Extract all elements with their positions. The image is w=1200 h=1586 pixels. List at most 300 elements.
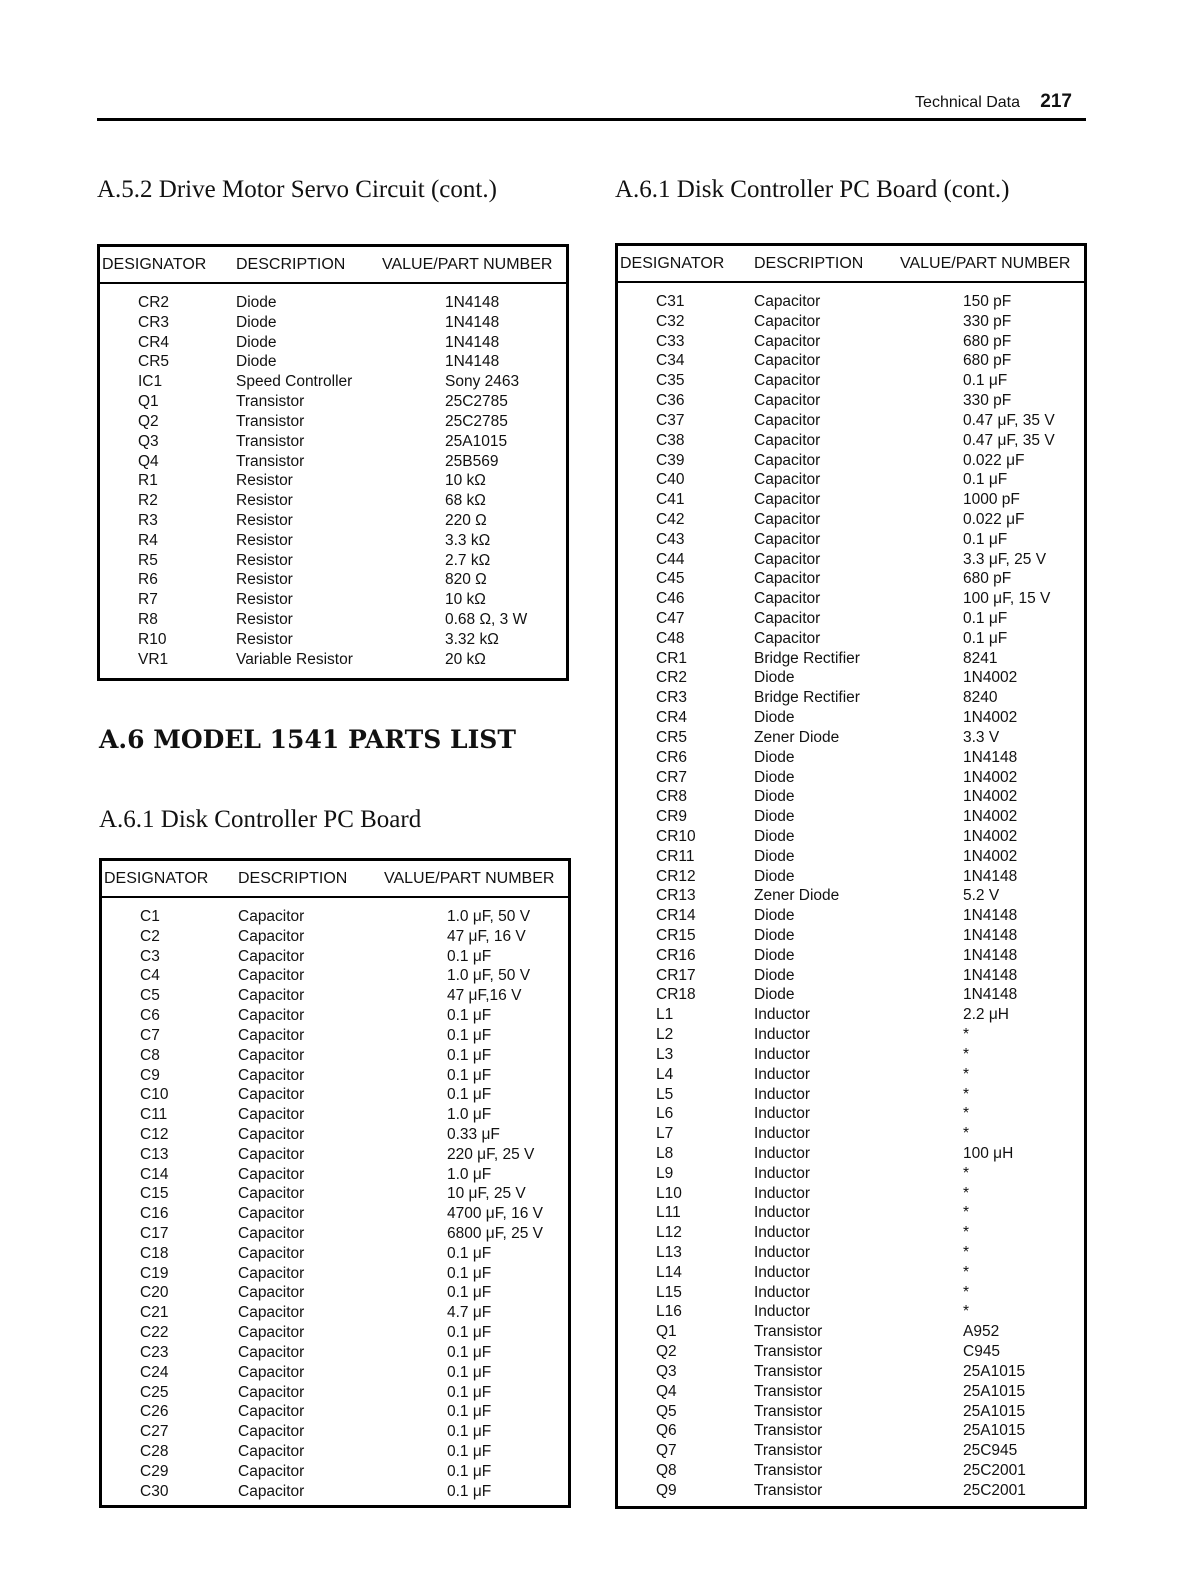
description-cell: Capacitor <box>754 629 821 647</box>
designator-cell: C33 <box>656 332 685 350</box>
designator-cell: C13 <box>140 1145 169 1163</box>
value-cell: 0.022 μF <box>963 510 1025 528</box>
value-cell: 680 pF <box>963 570 1012 588</box>
table-row <box>102 1204 568 1224</box>
designator-cell: C2 <box>140 927 160 945</box>
value-cell: 820 Ω <box>445 571 487 589</box>
designator-cell: C21 <box>140 1304 169 1322</box>
description-cell: Capacitor <box>754 411 821 429</box>
designator-cell: C1 <box>140 908 160 925</box>
table-row <box>618 1263 1084 1283</box>
value-cell: * <box>963 1283 970 1301</box>
table-row <box>618 411 1084 431</box>
designator-cell: Q4 <box>656 1382 677 1400</box>
designator-cell: R7 <box>138 591 158 609</box>
table-row <box>618 569 1084 589</box>
description-cell: Transistor <box>236 393 305 411</box>
description-cell: Inductor <box>754 1144 811 1162</box>
table-row <box>618 510 1084 530</box>
designator-cell: Q5 <box>656 1402 677 1420</box>
table-row <box>100 313 566 333</box>
value-cell: 0.1 μF <box>447 1086 492 1104</box>
table-row <box>618 1441 1084 1461</box>
designator-cell: C26 <box>140 1403 169 1421</box>
designator-cell: CR4 <box>656 709 688 727</box>
value-cell: * <box>963 1125 970 1143</box>
description-cell: Capacitor <box>754 431 821 449</box>
value-cell: 1N4148 <box>963 946 1018 964</box>
table-row <box>618 1005 1084 1025</box>
table-row <box>100 372 566 392</box>
value-cell: 0.1 μF <box>447 947 492 965</box>
designator-cell: CR14 <box>656 907 696 925</box>
column-header: DESIGNATOR <box>104 869 209 887</box>
description-cell: Diode <box>754 867 795 885</box>
table-row <box>100 610 566 630</box>
table-row <box>100 471 566 491</box>
description-cell: Inductor <box>754 1224 811 1242</box>
section-title-a6: A.6 MODEL 1541 PARTS LIST <box>99 725 516 754</box>
description-cell: Capacitor <box>238 1442 305 1460</box>
description-cell: Inductor <box>754 1125 811 1143</box>
value-cell: 330 pF <box>963 392 1012 410</box>
table-row <box>618 966 1084 986</box>
table-row <box>618 708 1084 728</box>
table-row <box>618 351 1084 371</box>
designator-cell: L1 <box>656 1006 674 1024</box>
table-row <box>618 1322 1084 1342</box>
designator-cell: L14 <box>656 1263 682 1281</box>
description-cell: Inductor <box>754 1006 811 1024</box>
table-row <box>100 531 566 551</box>
value-cell: 0.1 μF <box>447 1462 492 1480</box>
table-row <box>618 688 1084 708</box>
description-cell: Diode <box>754 927 795 944</box>
designator-cell: C6 <box>140 1007 160 1025</box>
description-cell: Diode <box>754 847 795 865</box>
designator-cell: C20 <box>140 1284 169 1302</box>
designator-cell: CR3 <box>656 689 688 707</box>
table-row <box>618 1085 1084 1105</box>
value-cell: 1.0 μF <box>447 1106 492 1124</box>
designator-cell: C38 <box>656 431 685 449</box>
value-cell: 1N4002 <box>963 808 1018 826</box>
designator-cell: C23 <box>140 1343 169 1361</box>
value-cell: 25A1015 <box>963 1362 1026 1380</box>
page-header <box>97 90 1086 121</box>
value-cell: Sony 2463 <box>445 373 520 391</box>
column-header: DESCRIPTION <box>238 869 348 887</box>
description-cell: Transistor <box>236 412 305 430</box>
designator-cell: CR3 <box>138 313 170 331</box>
value-cell: 1N4002 <box>963 847 1018 865</box>
designator-cell: R3 <box>138 511 158 529</box>
designator-cell: C3 <box>140 947 160 965</box>
designator-cell: C37 <box>656 411 685 429</box>
value-cell: 0.33 μF <box>447 1125 500 1143</box>
description-cell: Transistor <box>754 1442 823 1460</box>
designator-cell: C34 <box>656 352 685 370</box>
description-cell: Diode <box>236 294 277 311</box>
table-row <box>618 629 1084 649</box>
description-cell: Capacitor <box>238 1482 305 1500</box>
description-cell: Variable Resistor <box>236 650 353 668</box>
description-cell: Inductor <box>754 1283 811 1301</box>
table-row <box>618 1065 1084 1085</box>
value-cell: 0.1 μF <box>447 1482 492 1500</box>
description-cell: Diode <box>236 353 277 371</box>
designator-cell: C45 <box>656 570 685 588</box>
description-cell: Zener Diode <box>754 728 840 746</box>
designator-cell: C8 <box>140 1046 160 1064</box>
value-cell: 25A1015 <box>445 432 508 450</box>
designator-cell: C17 <box>140 1225 169 1242</box>
description-cell: Inductor <box>754 1263 811 1281</box>
designator-cell: L9 <box>656 1164 674 1182</box>
table-row <box>102 1085 568 1105</box>
description-cell: Inductor <box>754 1184 811 1202</box>
value-cell: 0.1 μF <box>447 1403 492 1421</box>
table-row <box>618 470 1084 490</box>
description-cell: Transistor <box>754 1461 823 1479</box>
description-cell: Capacitor <box>238 1423 305 1441</box>
table-row <box>102 1244 568 1264</box>
description-cell: Resistor <box>236 591 293 609</box>
designator-cell: C12 <box>140 1125 169 1143</box>
table-row <box>618 371 1084 391</box>
parts-table-drive-motor-servo <box>97 244 569 681</box>
value-cell: 1N4002 <box>963 827 1018 845</box>
table-row <box>102 947 568 967</box>
value-cell: 100 μH <box>963 1144 1014 1162</box>
designator-cell: L8 <box>656 1144 674 1162</box>
table-row <box>102 1303 568 1323</box>
description-cell: Capacitor <box>238 1264 305 1282</box>
description-cell: Capacitor <box>238 1046 305 1064</box>
value-cell: 330 pF <box>963 312 1012 330</box>
designator-cell: R10 <box>138 630 167 648</box>
value-cell: 1N4002 <box>963 709 1018 727</box>
description-cell: Inductor <box>754 1065 811 1083</box>
designator-cell: Q9 <box>656 1481 677 1499</box>
designator-cell: CR6 <box>656 748 688 766</box>
description-cell: Resistor <box>236 611 293 628</box>
table-row <box>102 1165 568 1185</box>
table-row <box>102 1323 568 1343</box>
description-cell: Inductor <box>754 1303 811 1321</box>
description-cell: Capacitor <box>754 392 821 410</box>
table-row <box>618 451 1084 471</box>
value-cell: 100 μF, 15 V <box>963 590 1051 608</box>
table-row <box>618 1104 1084 1124</box>
table-row <box>618 292 1084 312</box>
column-header: DESCRIPTION <box>754 254 864 272</box>
description-cell: Capacitor <box>238 1007 305 1025</box>
table-row <box>618 550 1084 570</box>
designator-cell: CR16 <box>656 946 696 964</box>
value-cell: 1N4148 <box>963 966 1018 984</box>
description-cell: Capacitor <box>754 352 821 370</box>
designator-cell: L13 <box>656 1244 682 1261</box>
designator-cell: Q8 <box>656 1461 677 1479</box>
value-cell: 25A1015 <box>963 1422 1026 1440</box>
description-cell: Capacitor <box>238 987 305 1005</box>
value-cell: * <box>963 1045 970 1063</box>
designator-cell: C7 <box>140 1026 160 1044</box>
designator-cell: Q2 <box>656 1343 677 1361</box>
table-row <box>618 886 1084 906</box>
designator-cell: C32 <box>656 312 685 330</box>
value-cell: C945 <box>963 1343 1001 1361</box>
designator-cell: L16 <box>656 1303 682 1321</box>
description-cell: Resistor <box>236 492 293 510</box>
table-row <box>618 1342 1084 1362</box>
parts-table-disk-controller <box>99 858 571 1508</box>
designator-cell: R8 <box>138 611 158 628</box>
designator-cell: C48 <box>656 629 685 647</box>
value-cell: 1N4148 <box>963 867 1018 885</box>
designator-cell: L3 <box>656 1045 674 1063</box>
description-cell: Capacitor <box>754 293 821 310</box>
value-cell: 3.3 kΩ <box>445 531 491 549</box>
value-cell: 0.1 μF <box>447 1046 492 1064</box>
description-cell: Capacitor <box>238 1343 305 1361</box>
table-row <box>102 1462 568 1482</box>
designator-cell: IC1 <box>138 373 163 391</box>
table-row <box>618 668 1084 688</box>
description-cell: Resistor <box>236 531 293 549</box>
description-cell: Capacitor <box>238 1225 305 1242</box>
table-header <box>618 246 1084 283</box>
value-cell: 0.1 μF <box>447 1026 492 1044</box>
table-row <box>618 768 1084 788</box>
table-row <box>618 946 1084 966</box>
table-row <box>100 392 566 412</box>
designator-cell: C16 <box>140 1205 169 1223</box>
table-row <box>618 1025 1084 1045</box>
description-cell: Capacitor <box>238 927 305 945</box>
designator-cell: C42 <box>656 510 685 528</box>
table-row <box>618 1362 1084 1382</box>
description-cell: Capacitor <box>754 332 821 350</box>
description-cell: Capacitor <box>238 1106 305 1124</box>
description-cell: Resistor <box>236 511 293 529</box>
value-cell: 47 μF, 16 V <box>447 927 526 945</box>
designator-cell: L15 <box>656 1283 682 1301</box>
description-cell: Capacitor <box>238 1462 305 1480</box>
value-cell: 680 pF <box>963 332 1012 350</box>
table-row <box>618 1203 1084 1223</box>
description-cell: Diode <box>754 986 795 1004</box>
value-cell: 1N4002 <box>963 788 1018 806</box>
description-cell: Capacitor <box>238 1383 305 1401</box>
table-row <box>618 332 1084 352</box>
value-cell: 25B569 <box>445 452 499 470</box>
designator-cell: C28 <box>140 1442 169 1460</box>
value-cell: 25A1015 <box>963 1382 1026 1400</box>
table-row <box>618 1283 1084 1303</box>
table-row <box>102 1224 568 1244</box>
designator-cell: L6 <box>656 1105 674 1123</box>
value-cell: * <box>963 1224 970 1242</box>
description-cell: Capacitor <box>238 1363 305 1381</box>
value-cell: 0.47 μF, 35 V <box>963 411 1055 429</box>
value-cell: 220 μF, 25 V <box>447 1145 535 1163</box>
section-title-a61: A.6.1 Disk Controller PC Board <box>99 806 422 833</box>
table-row <box>100 293 566 313</box>
description-cell: Bridge Rectifier <box>754 689 860 707</box>
description-cell: Capacitor <box>754 590 821 608</box>
table-row <box>618 1144 1084 1164</box>
table-row <box>618 728 1084 748</box>
value-cell: 0.1 μF <box>963 372 1008 390</box>
description-cell: Resistor <box>236 571 293 589</box>
table-row <box>102 1283 568 1303</box>
designator-cell: C39 <box>656 451 685 469</box>
designator-cell: C19 <box>140 1264 169 1282</box>
column-header: VALUE/PART NUMBER <box>900 254 1071 272</box>
designator-cell: CR9 <box>656 808 688 826</box>
table-row <box>102 1125 568 1145</box>
description-cell: Capacitor <box>238 908 305 925</box>
running-title: Technical Data <box>915 94 1020 111</box>
table-row <box>100 491 566 511</box>
designator-cell: CR5 <box>656 728 688 746</box>
designator-cell: C14 <box>140 1165 169 1183</box>
designator-cell: Q3 <box>138 432 159 450</box>
designator-cell: L4 <box>656 1065 674 1083</box>
value-cell: 0.1 μF <box>963 629 1008 647</box>
value-cell: 25C2001 <box>963 1481 1026 1499</box>
value-cell: 0.1 μF <box>447 1363 492 1381</box>
designator-cell: VR1 <box>138 650 169 668</box>
description-cell: Capacitor <box>238 1185 305 1203</box>
designator-cell: CR11 <box>656 847 695 865</box>
value-cell: 10 μF, 25 V <box>447 1185 526 1203</box>
table-row <box>102 1184 568 1204</box>
description-cell: Capacitor <box>238 1205 305 1223</box>
value-cell: 1N4148 <box>445 313 500 331</box>
table-row <box>618 649 1084 669</box>
designator-cell: CR12 <box>656 867 696 885</box>
parts-table-disk-controller-cont <box>615 243 1087 1509</box>
value-cell: 8241 <box>963 649 998 667</box>
table-row <box>618 787 1084 807</box>
table-row <box>102 1026 568 1046</box>
table-row <box>618 1461 1084 1481</box>
value-cell: 4700 μF, 16 V <box>447 1205 543 1223</box>
table-row <box>618 1184 1084 1204</box>
designator-cell: R2 <box>138 492 158 510</box>
table-row <box>100 511 566 531</box>
value-cell: * <box>963 1105 970 1123</box>
designator-cell: R5 <box>138 551 158 569</box>
table-row <box>102 1343 568 1363</box>
table-row <box>100 650 566 670</box>
table-row <box>618 490 1084 510</box>
value-cell: 25A1015 <box>963 1402 1026 1420</box>
designator-cell: C24 <box>140 1363 169 1381</box>
table-header <box>102 861 568 898</box>
value-cell: 4.7 μF <box>447 1304 492 1322</box>
value-cell: 0.1 μF <box>447 1383 492 1401</box>
value-cell: * <box>963 1263 970 1281</box>
value-cell: 1N4148 <box>963 748 1018 766</box>
table-row <box>100 432 566 452</box>
designator-cell: R1 <box>138 472 158 490</box>
description-cell: Diode <box>754 907 795 925</box>
description-cell: Transistor <box>754 1343 823 1361</box>
table-row <box>102 1482 568 1502</box>
value-cell: 3.32 kΩ <box>445 630 499 648</box>
value-cell: 680 pF <box>963 352 1012 370</box>
value-cell: 1.0 μF <box>447 1165 492 1183</box>
section-title-a52: A.5.2 Drive Motor Servo Circuit (cont.) <box>97 176 497 203</box>
value-cell: 2.7 kΩ <box>445 551 491 569</box>
description-cell: Transistor <box>754 1323 823 1341</box>
table-row <box>618 1302 1084 1322</box>
description-cell: Capacitor <box>754 372 821 390</box>
page-number: 217 <box>1040 91 1072 112</box>
column-header: DESIGNATOR <box>102 255 207 273</box>
table-row <box>100 452 566 472</box>
designator-cell: L5 <box>656 1085 674 1103</box>
description-cell: Capacitor <box>754 312 821 330</box>
value-cell: 0.1 μF <box>963 471 1008 489</box>
table-row <box>102 1422 568 1442</box>
table-row <box>102 1145 568 1165</box>
description-cell: Diode <box>754 788 795 806</box>
value-cell: 1.0 μF, 50 V <box>447 967 531 985</box>
column-header: DESIGNATOR <box>620 254 725 272</box>
table-row <box>102 986 568 1006</box>
description-cell: Capacitor <box>754 491 821 509</box>
description-cell: Diode <box>236 313 277 331</box>
value-cell: 0.47 μF, 35 V <box>963 431 1055 449</box>
designator-cell: CR10 <box>656 827 696 845</box>
table-row <box>618 847 1084 867</box>
value-cell: 10 kΩ <box>445 472 486 490</box>
designator-cell: C29 <box>140 1462 169 1480</box>
designator-cell: Q4 <box>138 452 159 470</box>
designator-cell: C18 <box>140 1244 169 1262</box>
description-cell: Diode <box>754 748 795 766</box>
designator-cell: Q6 <box>656 1422 677 1440</box>
designator-cell: C43 <box>656 530 685 548</box>
description-cell: Capacitor <box>754 530 821 548</box>
description-cell: Capacitor <box>754 550 821 568</box>
designator-cell: Q1 <box>656 1323 677 1341</box>
designator-cell: L10 <box>656 1184 682 1202</box>
value-cell: 1N4148 <box>445 294 500 311</box>
designator-cell: C22 <box>140 1324 169 1342</box>
description-cell: Inductor <box>754 1204 811 1222</box>
table-row <box>618 748 1084 768</box>
description-cell: Transistor <box>754 1402 823 1420</box>
table-row <box>102 1046 568 1066</box>
description-cell: Capacitor <box>238 1284 305 1302</box>
value-cell: 1N4002 <box>963 768 1018 786</box>
designator-cell: C30 <box>140 1482 169 1500</box>
designator-cell: CR4 <box>138 333 170 351</box>
designator-cell: Q3 <box>656 1362 677 1380</box>
table-row <box>100 352 566 372</box>
table-row <box>102 1383 568 1403</box>
description-cell: Diode <box>236 333 277 351</box>
description-cell: Diode <box>754 768 795 786</box>
description-cell: Transistor <box>236 432 305 450</box>
designator-cell: CR13 <box>656 887 696 905</box>
